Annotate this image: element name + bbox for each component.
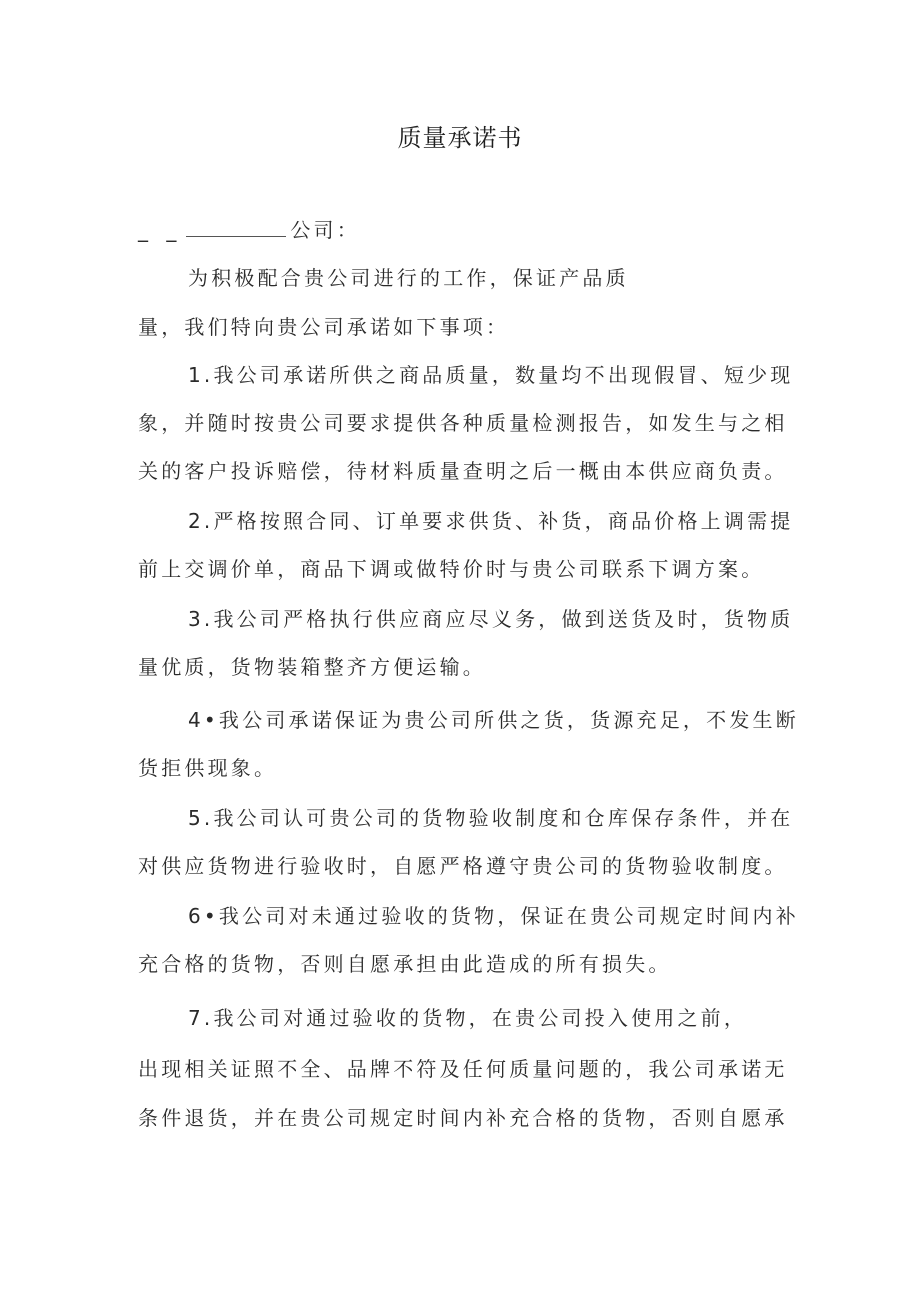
paragraph-line: 为积极配合贵公司进行的工作，保证产品质 (188, 266, 629, 290)
salutation-suffix: 公司： (290, 218, 360, 242)
paragraph-line: 7.我公司对通过验收的货物，在贵公司投入使用之前， (188, 1006, 748, 1030)
paragraph-line: 6•我公司对未通过验收的货物，保证在贵公司规定时间内补 (188, 904, 799, 928)
paragraph-line: 1.我公司承诺所供之商品质量，数量均不出现假冒、短少现 (188, 363, 794, 387)
paragraph-line: 2.严格按照合同、订单要求供货、补货，商品价格上调需提 (188, 509, 794, 533)
company-name-blank (186, 220, 286, 237)
paragraph-line: 前上交调价单，商品下调或做特价时与贵公司联系下调方案。 (138, 557, 765, 581)
paragraph-line: 量优质，货物装箱整齐方便运输。 (138, 655, 486, 679)
paragraph-line: 3.我公司严格执行供应商应尽义务，做到送货及时，货物质 (188, 607, 794, 631)
paragraph-line: 关的客户投诉赔偿，待材料质量查明之后一概由本供应商负责。 (138, 459, 788, 483)
paragraph-line: 货拒供现象。 (138, 756, 278, 780)
paragraph-line: 充合格的货物，否则自愿承担由此造成的所有损失。 (138, 952, 672, 976)
paragraph-line: 4•我公司承诺保证为贵公司所供之货，货源充足，不发生断 (188, 708, 799, 732)
paragraph-line: 出现相关证照不全、品牌不符及任何质量问题的，我公司承诺无 (138, 1057, 788, 1081)
salutation-line (138, 216, 360, 244)
salutation-dash: _ _ (138, 218, 183, 242)
paragraph-line: 条件退货，并在贵公司规定时间内补充合格的货物，否则自愿承 (138, 1106, 788, 1130)
paragraph-line: 量，我们特向贵公司承诺如下事项： (138, 315, 510, 339)
paragraph-line: 对供应货物进行验收时，自愿严格遵守贵公司的货物验收制度。 (138, 854, 788, 878)
paragraph-line: 象，并随时按贵公司要求提供各种质量检测报告，如发生与之相 (138, 411, 788, 435)
document-title: 质量承诺书 (397, 124, 523, 152)
paragraph-line: 5.我公司认可贵公司的货物验收制度和仓库保存条件，并在 (188, 806, 794, 830)
